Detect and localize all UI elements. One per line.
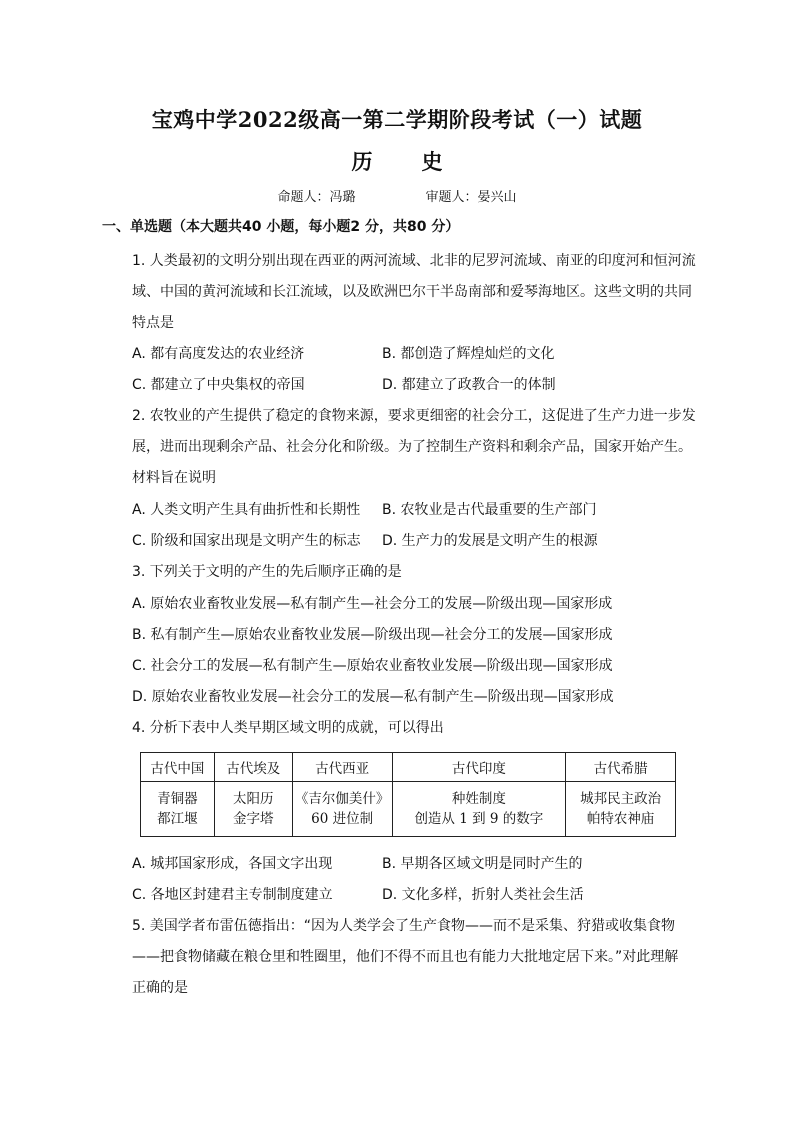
table-row [141, 782, 676, 837]
question-5-line: 正确的是 [132, 980, 188, 996]
question-3-option-a: A. 原始农业畜牧业发展—私有制产生—社会分工的发展—阶级出现—国家形成 [132, 596, 613, 612]
question-5-line: 5. 美国学者布雷伍德指出：“因为人类学会了生产食物——而不是采集、狩猎或收集食物 [132, 918, 676, 934]
question-1-option-d: D. 都建立了政教合一的体制 [382, 377, 556, 393]
table-header-row [141, 753, 676, 782]
question-1-option-a: A. 都有高度发达的农业经济 [132, 346, 305, 362]
table-cell: 《吉尔伽美什》 60 进位制 [292, 782, 392, 837]
question-1-line: 1. 人类最初的文明分别出现在西亚的两河流域、北非的尼罗河流域、南亚的印度河和恒河流 [132, 253, 696, 269]
question-4-option-a: A. 城邦国家形成，各国文字出现 [132, 856, 333, 872]
question-1-line: 域、中国的黄河流域和长江流域，以及欧洲巴尔干半岛南部和爱琴海地区。这些文明的共同 [132, 284, 692, 300]
question-4-option-c: C. 各地区封建君主专制制度建立 [132, 887, 333, 903]
question-2-line: 2. 农牧业的产生提供了稳定的食物来源，要求更细密的社会分工，这促进了生产力进一步发 [132, 408, 696, 424]
question-2-option-c: C. 阶级和国家出现是文明产生的标志 [132, 533, 361, 549]
table-header-cell: 古代埃及 [214, 753, 292, 782]
authors-line [0, 186, 794, 205]
civilization-table [140, 752, 676, 837]
table-header-cell: 古代中国 [141, 753, 215, 782]
question-2-option-a: A. 人类文明产生具有曲折性和长期性 [132, 502, 361, 518]
table-cell: 太阳历 金字塔 [214, 782, 292, 837]
table-header-cell: 古代希腊 [566, 753, 676, 782]
question-3-stem: 3. 下列关于文明的产生的先后顺序正确的是 [132, 564, 402, 580]
question-3-option-c: C. 社会分工的发展—私有制产生—原始农业畜牧业发展—阶级出现—国家形成 [132, 658, 613, 674]
question-2-line: 材料旨在说明 [132, 470, 216, 486]
table-cell: 青铜器 都江堰 [141, 782, 215, 837]
question-3-option-b: B. 私有制产生—原始农业畜牧业发展—阶级出现—社会分工的发展—国家形成 [132, 627, 613, 643]
table-header-cell: 古代印度 [392, 753, 566, 782]
subject-title: 历 史 [351, 149, 457, 174]
question-1-option-c: C. 都建立了中央集权的帝国 [132, 377, 305, 393]
reviewer: 审题人：晏兴山 [425, 190, 517, 205]
question-2-line: 展，进而出现剩余产品、社会分化和阶级。为了控制生产资料和剩余产品，国家开始产生。 [132, 439, 692, 455]
question-2-option-d: D. 生产力的发展是文明产生的根源 [382, 533, 598, 549]
question-5-line: ——把食物储藏在粮仓里和牲圈里，他们不得不而且也有能力大批地定居下来。”对此理解 [132, 949, 679, 965]
table-cell: 城邦民主政治 帕特农神庙 [566, 782, 676, 837]
exam-title: 宝鸡中学2022级高一第二学期阶段考试（一）试题 [151, 107, 643, 132]
question-4-stem: 4. 分析下表中人类早期区域文明的成就，可以得出 [132, 720, 444, 736]
question-3-option-d: D. 原始农业畜牧业发展—社会分工的发展—私有制产生—阶级出现—国家形成 [132, 689, 614, 705]
question-2-option-b: B. 农牧业是古代最重要的生产部门 [382, 502, 597, 518]
section-heading: 一、单选题（本大题共40 小题，每小题2 分，共80 分） [102, 219, 460, 235]
question-1-line: 特点是 [132, 315, 174, 331]
setter: 命题人：冯璐 [277, 190, 356, 205]
question-4-option-d: D. 文化多样，折射人类社会生活 [382, 887, 584, 903]
question-4-option-b: B. 早期各区域文明是同时产生的 [382, 856, 583, 872]
table-cell: 种姓制度 创造从 1 到 9 的数字 [392, 782, 566, 837]
question-1-option-b: B. 都创造了辉煌灿烂的文化 [382, 346, 555, 362]
table-header-cell: 古代西亚 [292, 753, 392, 782]
